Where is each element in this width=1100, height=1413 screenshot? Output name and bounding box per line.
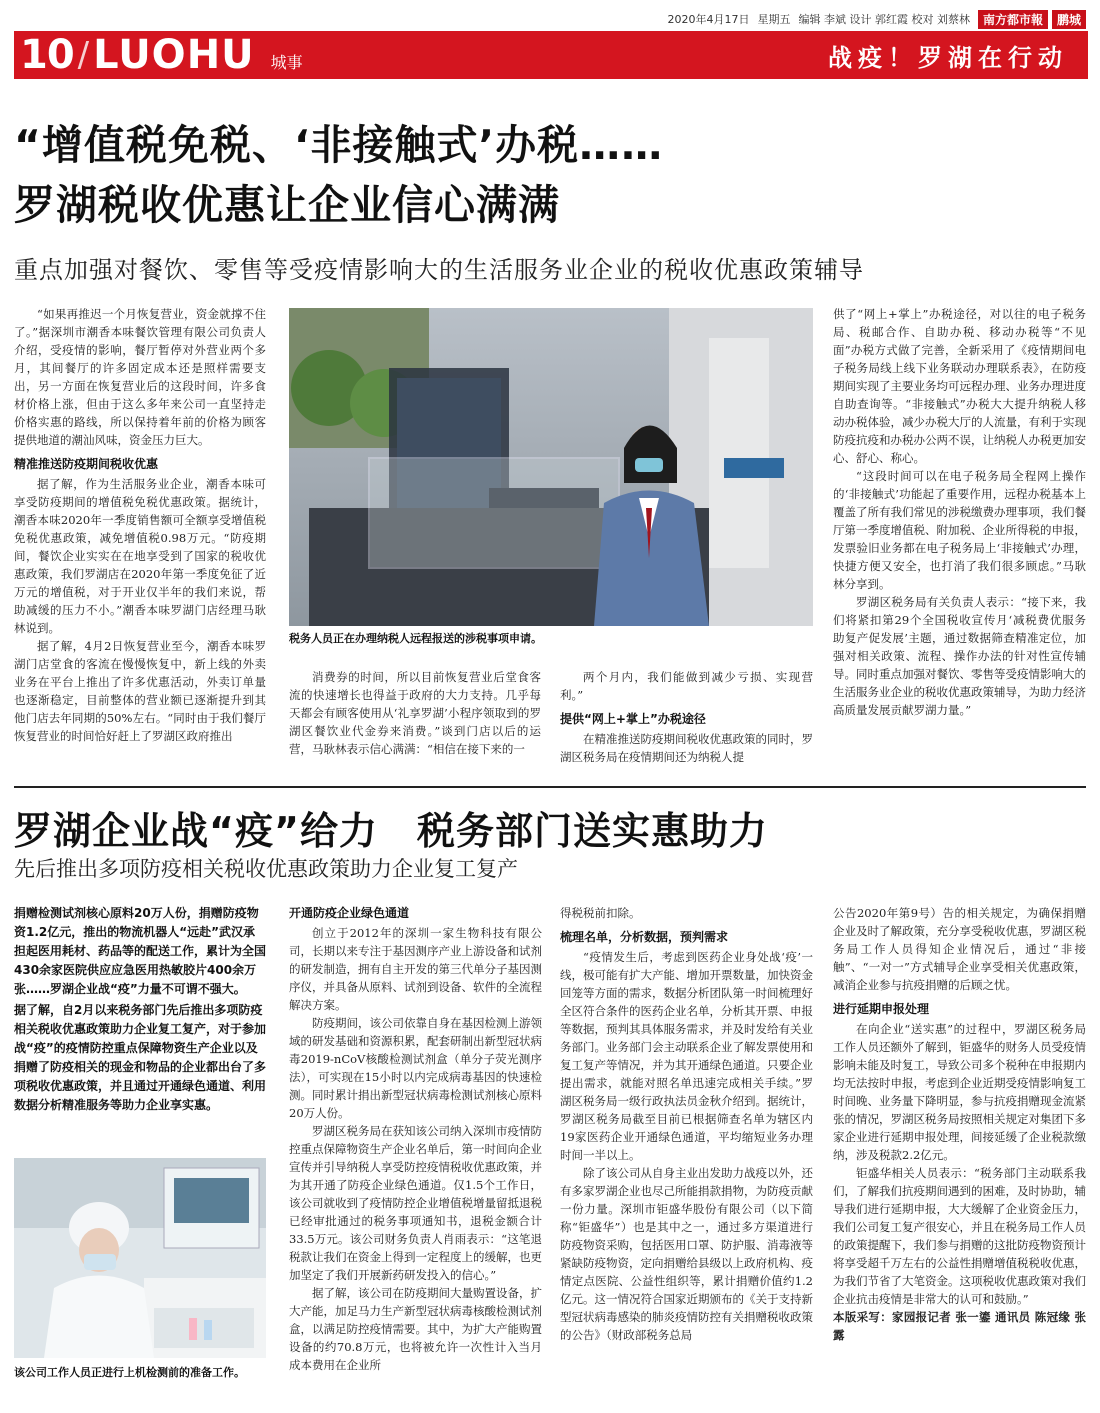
article1-photo-caption: 税务人员正在办理纳税人远程报送的涉税事项申请。 (289, 632, 542, 645)
paragraph: 消费券的时间，所以目前恢复营业后堂食客流的快速增长也得益于政府的大力支持。几乎每天都会有顾客使用从‘礼享罗湖’小程序领取到的罗湖区餐饮业代金券来消费。”谈到门店以后的运营，马耿林表示信心满满：“相信在接下来的一 (289, 670, 541, 756)
article1-subheadline: 重点加强对餐饮、零售等受疫情影响大的生活服务业企业的税收优惠政策辅导 (14, 256, 864, 284)
issue-weekday: 星期五 (757, 13, 791, 26)
article1-column-2 (289, 668, 541, 778)
article2-headline: 罗湖企业战“疫”给力 税务部门送实惠助力 (14, 809, 768, 853)
paragraph: 供了“网上+掌上”办税途径，对以往的电子税务局、税邮合作、自助办税、移动办税等“不见面”办税方式做了完善，全新采用了《疫情期间电子税务局线上线下业务联动办理联系表》，在防疫期间实现了主要业务均可远程办理、业务办理进度自助查询等。“非接触式”办税大大提升纳税人移动办税体验，减少办税大厅的人流量，有利于实现防疫抗疫和办税办公两不误，让纳税人办税更加安心、舒心、称心。 (833, 307, 1086, 465)
section-banner (14, 31, 1088, 79)
article2-column-4 (833, 904, 1086, 1394)
paragraph: 得税税前扣除。 (560, 906, 641, 920)
article1-column-1 (14, 305, 266, 775)
paragraph: 除了该公司从自身主业出发助力战疫以外，还有多家罗湖企业也尽己所能捐款捐物，为防疫贡献一份力量。深圳市钜盛华股份有限公司（以下简称“钜盛华”）也是其中之一，通过多方渠道进行防疫物资采购，包括医用口罩、防护服、消毒液等紧缺防疫物资，定向捐赠给县级以上政府机构、疫情定点医院、公益性组织等，累计捐赠价值约1.2亿元。这一情况符合国家近期颁布的《关于支持新型冠状病毒感染的肺炎疫情防控有关捐赠税收政策的公告》（财政部税务总局 (560, 1166, 813, 1342)
lab-photo (14, 1158, 266, 1358)
article2-subheading-2: 梳理名单，分析数据，预判需求 (560, 930, 729, 944)
paragraph: 防疫期间，该公司依靠自身在基因检测上游领域的研发基础和资源积累，配套研制出新型冠状病毒2019-nCoV核酸检测试剂盒（单分子荧光测序法），可实现在15小时以内完成病毒基因的快速检测。同时累计捐出新型冠状病毒检测试剂核心原料20万人份。 (289, 1016, 542, 1120)
supplement-logo: 鹏城 (1052, 10, 1086, 29)
paragraph: 据了解，作为生活服务业企业，潮香本味可享受防疫期间的增值税免税优惠政策。据统计，潮香本味2020年一季度销售额可全额享受增值税免税优惠政策，减免增值税0.98万元。“防疫期间，餐饮企业实实在在地享受到了国家的税收优惠政策，我们罗湖店在2020年第一季度免征了近万元的增值税，对于开业仅半年的我们来说，帮助减缓的压力不小。”潮香本味罗湖门店经理马耿林说到。 (14, 477, 266, 635)
masthead-info (14, 8, 1086, 30)
paragraph: “疫情发生后，考虑到医药企业身处战‘疫’一线，极可能有扩大产能、增加开票数量，加快资金回笼等方面的需求，数据分析团队第一时间梳理好全区符合条件的医药企业名单，分析其开票、申报等数据，预判其具体服务需求，并及时发给有关业务部门。业务部门会主动联系企业了解发票使用和复工复产等情况，并为其开通绿色通道。只要企业提出需求，就能对照名单迅速完成相关手续。”罗湖区税务局一级行政执法员金秋介绍到。据统计，罗湖区税务局截至目前已根据筛查名单为辖区内19家医药企业开通绿色通道，平均缩短业务办理时间一半以上。 (560, 950, 813, 1162)
slash-divider: / (77, 35, 90, 75)
article2-photo-caption: 该公司工作人员正进行上机检测前的准备工作。 (14, 1366, 245, 1379)
article2-subheadline: 先后推出多项防疫相关税收优惠政策助力企业复工复产 (14, 857, 518, 881)
article2-column-2 (289, 904, 542, 1394)
section-slogan: 战疫！罗湖在行动 (828, 43, 1068, 72)
article2-lead (14, 904, 266, 1117)
paragraph: 钜盛华相关人员表示：“税务部门主动联系我们，了解我们抗疫期间遇到的困难，及时协助，辅导我们进行延期申报，大大缓解了企业资金压力，我们公司复工复产很安心，并且在税务局工作人员的政策提醒下，我们参与捐赠的这批防疫物资预计将享受超千万左右的公益性捐赠增值税税收优惠，为我们节省了大笔资金。这项税收优惠政策对我们企业抗击疫情是非常大的认可和鼓励。” (833, 1166, 1086, 1306)
paragraph: 在精准推送防疫期间税收优惠政策的同时，罗湖区税务局在疫情期间还为纳税人提 (560, 732, 813, 764)
article1-column-4 (833, 305, 1098, 778)
article1-headline-line2: 罗湖税收优惠让企业信心满满 (14, 181, 560, 229)
paragraph: 据了解，4月2日恢复营业至今，潮香本味罗湖门店堂食的客流在慢慢恢复中，新上线的外卖业务在平台上推出了许多优惠活动，外卖订单量也逐渐稳定，目前整体的营业额已逐渐提升到其他门店去年同期的50%左右。“同时由于我们餐厅恢复营业的时间恰好赶上了罗湖区政府推出 (14, 639, 266, 743)
article1-subheading-1: 精准推送防疫期间税收优惠 (14, 457, 159, 471)
paragraph: 罗湖区税务局在获知该公司纳入深圳市疫情防控重点保障物资生产企业名单后，第一时间向企业宣传并引导纳税人享受防控疫情税收优惠政策，并为其开通了防疫企业绿色通道。仅1.5个工作日，该公司就收到了疫情防控企业增值税增量留抵退税已经审批通过的税务事项通知书，退税金额合计33.5万元。该公司财务负责人肖雨表示：“这笔退税款让我们在资金上得到一定程度上的缓解，也更加坚定了我们开展新药研发投入的信心。” (289, 1124, 542, 1282)
paragraph: “这段时间可以在电子税务局全程网上操作的‘非接触式’功能起了重要作用，远程办税基本上覆盖了所有我们常见的涉税缴费办理事项，我们餐厅第一季度增值税、附加税、企业所得税的申报，发票验旧业务都在电子税务局上‘非接触式’办理，快捷方便又安全，也打消了我们很多顾虑。”马耿林分享到。 (833, 469, 1086, 591)
article2-subheading-1: 开通防疫企业绿色通道 (289, 906, 410, 920)
paper-brand (978, 10, 1086, 29)
lead-paragraph: 捐赠检测试剂核心原料20万人份，捐赠防疫物资1.2亿元，推出的物流机器人“远赴”武汉承担起医用耗材、药品等的配送工作，累计为全国430余家医院供应应急医用热敏胶片400余万张……罗湖企业战“疫”力量不可谓不强大。 (14, 906, 267, 996)
article1-headline-line1: “增值税免税、‘非接触式’办税…… (14, 121, 664, 169)
paragraph: 罗湖区税务局有关负责人表示：“接下来，我们将紧扣第29个全国税收宣传月‘减税费优服务 助复产促发展’主题，通过数据筛查精准定位，加强对相关政策、流程、操作办法的针对性宣传辅导。同时重点加强对餐饮、零售等受疫情影响大的生活服务业企业的税收优惠政策辅导，为助力经济高质量发展贡献罗湖力量。” (833, 595, 1098, 717)
paragraph: 公告2020年第9号）告的相关规定，为确保捐赠企业及时了解政策，充分享受税收优惠，罗湖区税务局工作人员得知企业情况后，通过“非接触”、“一对一”方式辅导企业享受相关优惠政策，减消企业参与抗疫捐赠的后顾之忧。 (833, 906, 1086, 992)
paper-logo: 南方都市報 (978, 10, 1048, 29)
article1-column-3 (560, 668, 813, 778)
page-number: 10 (20, 32, 74, 78)
lab-illustration (14, 1158, 266, 1358)
article2-byline: 本版采写：家园报记者 张一鎏 通讯员 陈冠缘 张露 (833, 1310, 1086, 1342)
tax-office-illustration (289, 308, 813, 626)
paragraph: 两个月内，我们能做到减少亏损、实现营利。” (560, 670, 813, 702)
paragraph: 在向企业“送实惠”的过程中，罗湖区税务局工作人员还额外了解到，钜盛华的财务人员受疫情影响未能及时复工，导致公司多个税种在申报期内均无法按时申报，考虑到企业近期受疫情影响复工时间晚、业务量下降明显，参与抗疫捐赠现金流紧张的情况，罗湖区税务局按照相关规定对集团下多家企业进行延期申报处理，间接延缓了企业税款缴纳，涉及税款2.2亿元。 (833, 1022, 1086, 1162)
tax-office-photo (289, 308, 813, 626)
article2-column-3 (560, 904, 813, 1394)
district-name: LUOHU (93, 32, 255, 78)
lead-paragraph: 据了解，自2月以来税务部门先后推出多项防疫相关税收优惠政策助力企业复工复产，对于参加战“疫”的疫情防控重点保障物资生产企业以及捐赠了防疫相关的现金和物品的企业都出台了多项税收优惠政策，并且通过开通绿色通道、利用数据分析精准服务等助力企业享实惠。 (14, 1003, 267, 1112)
paragraph: “如果再推迟一个月恢复营业，资金就撑不住了。”据深圳市潮香本味餐饮管理有限公司负责人介绍，受疫情的影响，餐厅暂停对外营业两个多月，其间餐厅的许多固定成本还是照样需要支出，另一方面在恢复营业后的这段时间，许多食材价格上涨，但由于这么多年来公司一直坚持走价格实惠的路线，所以保持着年前的价格为顾客提供地道的潮汕风味，资金压力巨大。 (14, 307, 266, 447)
paragraph: 创立于2012年的深圳一家生物科技有限公司，长期以来专注于基因测序产业上游设备和试剂的研发制造，拥有自主开发的第三代单分子基因测序仪，并具备从原料、试剂到设备、软件的全流程解决方案。 (289, 926, 542, 1012)
article1-subheading-2: 提供“网上+掌上”办税途径 (560, 712, 706, 726)
article-divider (14, 786, 1086, 788)
paragraph: 据了解，该公司在防疫期间大量购置设备，扩大产能，加足马力生产新型冠状病毒核酸检测试剂盒，以满足防控疫情需要。其中，为扩大产能购置设备的约70.8万元，也将被允许一次性计入当月成本费用在企业所 (289, 1286, 542, 1372)
staff-credits: 编辑 李斌 设计 郭红霞 校对 刘蔡林 (798, 13, 970, 26)
section-name: 城事 (270, 53, 303, 72)
article2-subheading-3: 进行延期申报处理 (833, 1002, 930, 1016)
issue-date: 2020年4月17日 (667, 13, 750, 26)
